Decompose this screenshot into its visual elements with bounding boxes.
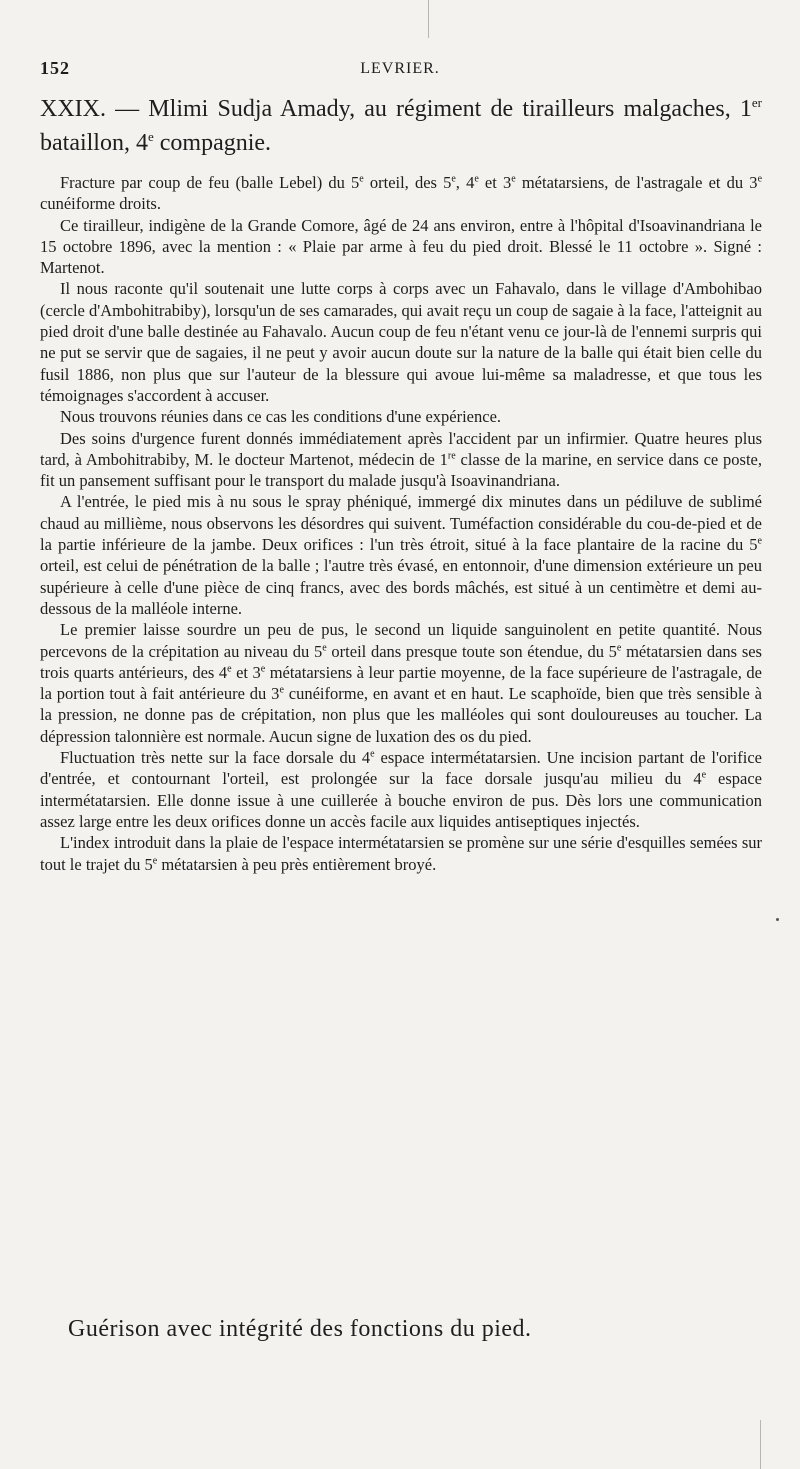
findings-paragraph: Le premier laisse sourdre un peu de pus, le second un liquide sanguinolent en petite quantité. Nous percevons de la crépitation au niveau du 5e orteil dans presque toute son étendue, du 5e métatarsien dans ses trois quarts antérieurs, des 4e et 3e métatarsiens à leur partie moyenne, de la face supérieure de l'astragale, de la portion tout à fait antérieure du 3e cunéiforme, en avant et en haut. Le scaphoïde, bien que très sensible à la pression, ne donne pas de crépitation, non plus que les malléoles qui sont douloureuses au toucher. La dépression talonnière est normale. Aucun signe de luxation des os du pied. <box>40 620 762 746</box>
scan-artifact-line <box>428 0 429 38</box>
circumstances-paragraph: Il nous raconte qu'il soutenait une lutte corps à corps avec un Fahavalo, dans le village d'Ambohibao (cercle d'Ambohitrabiby), lorsqu'un de ses camarades, qui avait reçu un coup de sagaie à la face, l'atteignit au pied droit d'une balle destinée au Fahavalo. Aucun coup de feu n'étant venu ce jour-là de l'ennemi surpris qui ne put se servir que de sagaies, il ne peut y avoir aucun doute sur la nature de la balle qui était bien celle du fusil 1886, non plus que sur l'auteur de la blessure qui avoue lui-même sa maladresse, et que tous les témoignages s'accordent à accuser. <box>40 279 762 405</box>
page-number: 152 <box>40 58 70 78</box>
experiment-paragraph: Nous trouvons réunies dans ce cas les conditions d'une expérience. <box>60 407 502 427</box>
case-title: XXIX. — Mlimi Sudja Amady, au régiment de tirailleurs malgaches, 1er bataillon, 4e compagnie. <box>40 95 762 156</box>
scan-artifact-dot <box>776 918 779 921</box>
diagnosis-paragraph: Fracture par coup de feu (balle Lebel) du 5e orteil, des 5e, 4e et 3e métatarsiens, de l'astragale et du 3e cunéiforme droits. <box>40 173 763 214</box>
case-report-body <box>40 172 762 875</box>
conclusion: Guérison avec intégrité des fonctions du pied. <box>68 1316 532 1342</box>
running-title: LEVRIER. <box>360 60 440 77</box>
first-aid-paragraph: Des soins d'urgence furent donnés immédiatement après l'accident par un infirmier. Quatre heures plus tard, à Ambohitrabiby, M. le docteur Martenot, médecin de 1re classe de la marine, en service dans ce poste, fit un pansement suffisant pour le transport du malade jusqu'à Isoavinandriana. <box>40 428 762 491</box>
admission-paragraph: Ce tirailleur, indigène de la Grande Comore, âgé de 24 ans environ, entre à l'hôpital d'Isoavinandriana le 15 octobre 1896, avec la mention : « Plaie par arme à feu du pied droit. Blessé le 11 octobre ». Signé : Martenot. <box>40 215 762 278</box>
examination-paragraph: A l'entrée, le pied mis à nu sous le spray phéniqué, immergé dix minutes dans un pédiluve de sublimé chaud au millième, nous observons les désordres qui suivent. Tuméfaction considérable du cou-de-pied et de la partie inférieure de la jambe. Deux orifices : l'un très étroit, situé à la face plantaire de la racine du 5e orteil, est celui de pénétration de la balle ; l'autre très évasé, en entonnoir, d'une dimension extérieure un peu supérieure à celle d'une pièce de cinq francs, avec des bords mâchés, est situé à un centimètre et demi au-dessous de la malléole interne. <box>40 492 762 618</box>
scan-artifact-line <box>760 1420 761 1469</box>
exploration-paragraph: L'index introduit dans la plaie de l'espace intermétatarsien se promène sur une série d'esquilles semées sur tout le trajet du 5e métatarsien à peu près entièrement broyé. <box>40 833 762 874</box>
treatment-paragraph: Fluctuation très nette sur la face dorsale du 4e espace intermétatarsien. Une incision partant de l'orifice d'entrée, et contournant l'orteil, est prolongée sur la face dorsale jusqu'au milieu du 4e espace intermétatarsien. Elle donne issue à une cuillerée à bouche environ de pus. Dès lors une communication assez large entre les deux orifices donne un accès facile aux liquides antiseptiques injectés. <box>40 748 762 831</box>
